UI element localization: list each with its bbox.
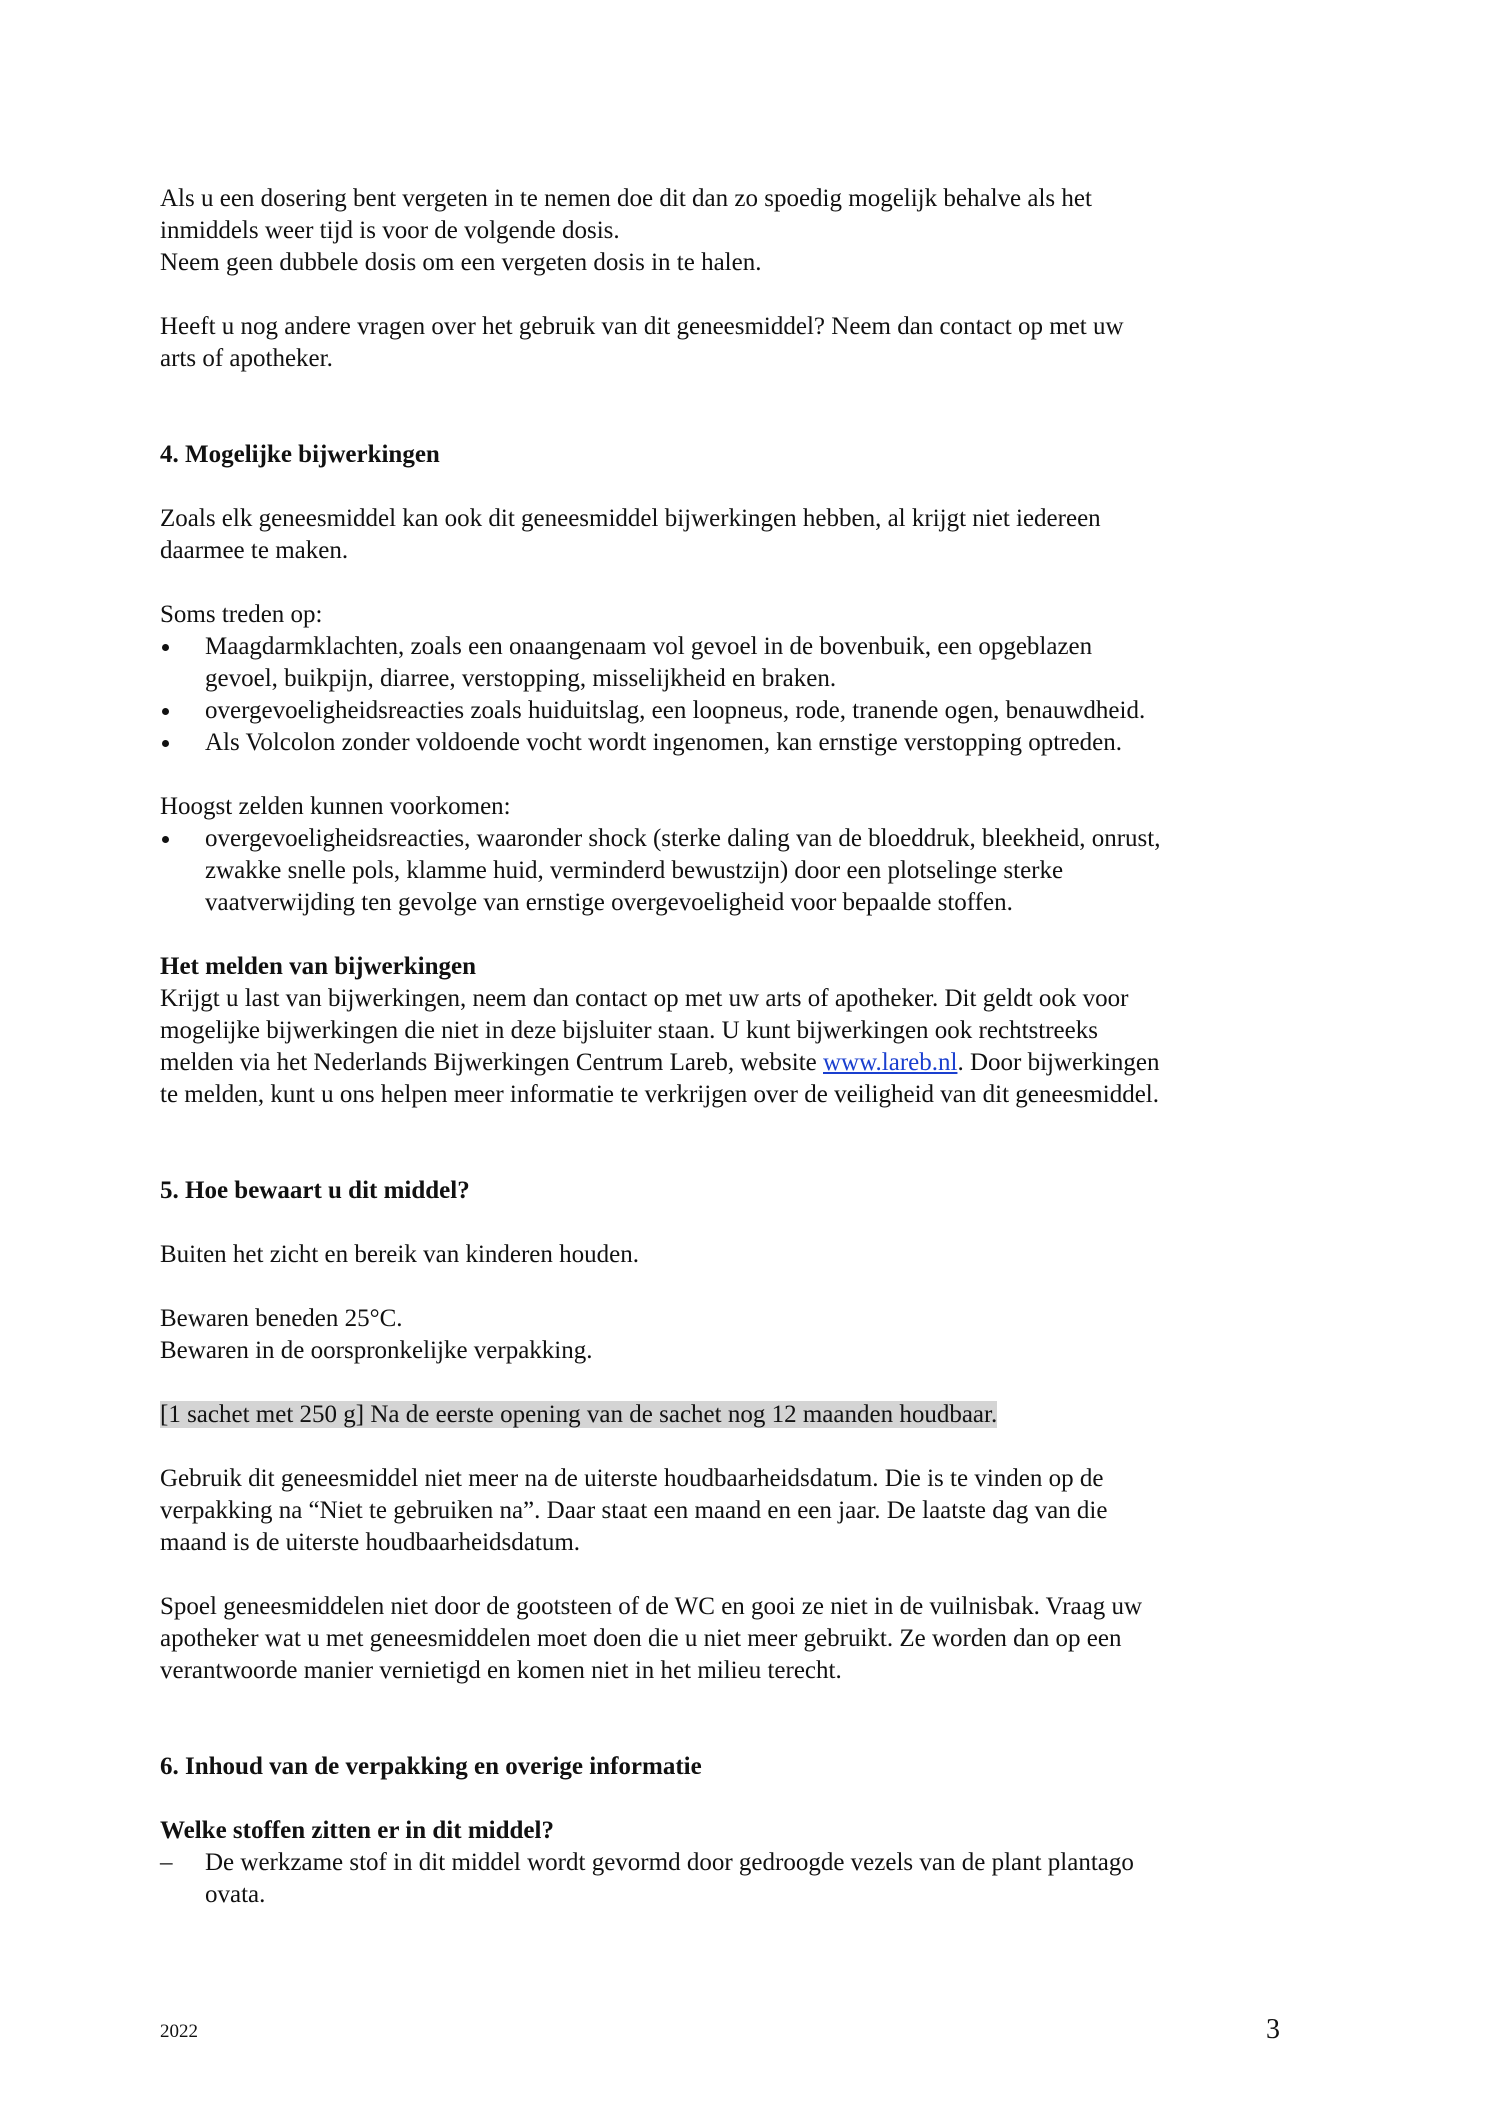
lareb-link[interactable]: www.lareb.nl [823, 1049, 958, 1076]
reporting-paragraph: Krijgt u last van bijwerkingen, neem dan contact op met uw arts of apotheker. Dit geldt ook voor mogelijke bijwerkingen die niet in deze bijsluiter staan. U kunt bijwerkingen ook rechtstreeks melden via het Nederlands Bijwerkingen Centrum Lareb, website www.lareb.nl. Door bijwerkingen te melden, kunt u ons helpen meer informatie te verkrijgen over de veiligheid van dit geneesmiddel. [160, 985, 1160, 1108]
section-5-title: 5. Hoe bewaart u dit middel? [160, 1177, 470, 1204]
forgot-dose-line-1: Als u een dosering bent vergeten in te nemen doe dit dan zo spoedig mogelijk behalve als het [160, 185, 1092, 212]
sachet-note-highlight: [1 sachet met 250 g] Na de eerste opening van de sachet nog 12 maanden houdbaar. [160, 1401, 998, 1428]
substances-title: Welke stoffen zitten er in dit middel? [160, 1817, 554, 1844]
storage-temp: Bewaren beneden 25°C. [160, 1305, 403, 1332]
sometimes-list [160, 631, 1300, 759]
rare-label: Hoogst zelden kunnen voorkomen: [160, 793, 511, 820]
list-item: overgevoeligheidsreacties, waaronder shock (sterke daling van de bloeddruk, bleekheid, onrust, zwakke snelle pols, klamme huid, verminderd bewustzijn) door een plotselinge sterke vaatverwijding ten gevolge van ernstige overgevoeligheid voor bepaalde stoffen. [205, 825, 1161, 916]
sometimes-label: Soms treden op: [160, 601, 323, 628]
page-number: 3 [1266, 2014, 1280, 2045]
reporting-title: Het melden van bijwerkingen [160, 953, 476, 980]
questions-line-2: arts of apotheker. [160, 345, 333, 372]
rare-list [160, 823, 1300, 919]
double-dose-line: Neem geen dubbele dosis om een vergeten dosis in te halen. [160, 249, 762, 276]
storage-paragraph [160, 1303, 1300, 1367]
questions-paragraph [160, 311, 1300, 375]
sachet-note [160, 1399, 1300, 1431]
list-item: Maagdarmklachten, zoals een onaangenaam vol gevoel in de bovenbuik, een opgeblazen gevoel, buikpijn, diarree, verstopping, misselijkheid en braken. [205, 633, 1093, 692]
section-4-title: 4. Mogelijke bijwerkingen [160, 441, 440, 468]
footer-year: 2022 [160, 2021, 198, 2042]
document-page [160, 183, 1300, 1911]
section-4-intro-line-2: daarmee te maken. [160, 537, 349, 564]
questions-line-1: Heeft u nog andere vragen over het gebruik van dit geneesmiddel? Neem dan contact op met uw [160, 313, 1124, 340]
section-4-intro-line-1: Zoals elk geneesmiddel kan ook dit geneesmiddel bijwerkingen hebben, al krijgt niet iedereen [160, 505, 1101, 532]
section-4-intro [160, 503, 1300, 567]
forgot-dose-line-2: inmiddels weer tijd is voor de volgende dosis. [160, 217, 620, 244]
list-item: Als Volcolon zonder voldoende vocht wordt ingenomen, kan ernstige verstopping optreden. [205, 729, 1122, 756]
expiry-paragraph: Gebruik dit geneesmiddel niet meer na de uiterste houdbaarheidsdatum. Die is te vinden op de verpakking na “Niet te gebruiken na”. Daar staat een maand en een jaar. De laatste dag van die maand is de uiterste houdbaarheidsdatum. [160, 1465, 1108, 1556]
children-note: Buiten het zicht en bereik van kinderen houden. [160, 1241, 640, 1268]
dash-icon: – [160, 1849, 173, 1876]
list-item: – De werkzame stof in dit middel wordt gevormd door gedroogde vezels van de plant plantago ovata. [160, 1849, 1134, 1908]
disposal-paragraph: Spoel geneesmiddelen niet door de gootsteen of de WC en gooi ze niet in de vuilnisbak. Vraag uw apotheker wat u met geneesmiddelen moet doen die u niet meer gebruikt. Ze worden dan op een verantwoorde manier vernietigd en komen niet in het milieu terecht. [160, 1593, 1143, 1684]
section-6-title: 6. Inhoud van de verpakking en overige informatie [160, 1753, 702, 1780]
forgot-dose-paragraph [160, 183, 1300, 279]
substances-list [160, 1847, 1300, 1911]
storage-pack: Bewaren in de oorspronkelijke verpakking. [160, 1337, 593, 1364]
list-item: overgevoeligheidsreacties zoals huiduitslag, een loopneus, rode, tranende ogen, benauwdheid. [205, 697, 1146, 724]
